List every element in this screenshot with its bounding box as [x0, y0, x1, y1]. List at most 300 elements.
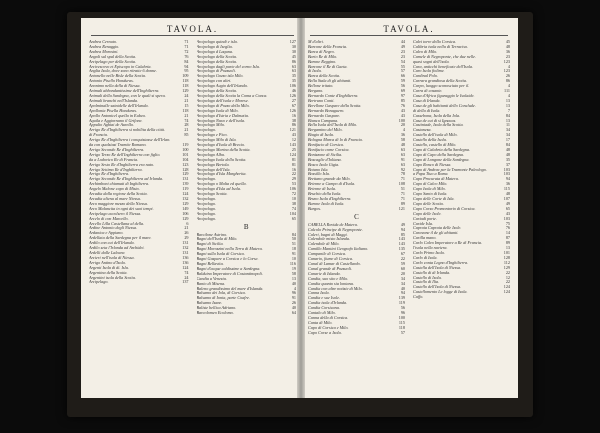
index-entry-page: 139	[398, 296, 405, 301]
index-entry-title: Arcipelago Naxo e dell'isola.	[196, 118, 246, 123]
index-entry-title: Castello dell'isola di Milo.	[413, 133, 458, 138]
index-entry-page: 71	[400, 197, 405, 201]
index-entry-title: Carlo Calvo Imperatore a Re di Francia.	[413, 241, 483, 246]
index-entry-page: 59	[400, 261, 405, 266]
index-entry-title: Capo delle Corte di Isla.	[413, 197, 455, 201]
index-entry-title: Appulio Aghiai de Aurella.	[89, 123, 134, 128]
index-entry-page: 143	[398, 242, 405, 247]
index-entry-page: 119	[398, 301, 405, 306]
index-entry-title: Bagni di Sicilia.	[196, 242, 224, 247]
index-entry-page: 22	[505, 280, 510, 285]
index-entry-page: 26	[184, 231, 189, 236]
index-entry-page: 103	[503, 172, 510, 177]
index-entry-page: 126	[289, 93, 296, 98]
index-entry-page: 84	[291, 232, 296, 237]
index-entry-page: 71	[400, 177, 405, 182]
index-entry-title: Arcadia aliena al mare Niessa.	[89, 197, 141, 201]
index-entry-title: Arcipelago di Pozzuoli.	[196, 69, 236, 74]
index-entry-title: Berellone Gaspare della Scotia.	[308, 103, 362, 108]
index-entry-page: 81	[291, 157, 296, 162]
index-entry-title: Arcelo di con Marcello.	[89, 216, 129, 221]
index-entry-page: 66	[400, 74, 405, 79]
index-entry-page: 72	[184, 49, 189, 54]
index-entry-title: Ardellata della Sardegna per il mare.	[89, 236, 152, 241]
index-entry-title: Arcipelago.	[196, 197, 216, 201]
left-page-header: TAVOLA.	[166, 24, 219, 34]
index-entry-title: Bagni Bellavita.	[196, 261, 224, 266]
index-entry-title: Arrigo Settimo Re d'Inghilterra.	[89, 167, 143, 172]
index-entry-page: 56	[400, 84, 405, 89]
index-entry-title: di Francia.	[89, 133, 108, 138]
index-entry-title: Cariadi porte.	[413, 216, 437, 221]
index-entry-page: 95	[184, 69, 189, 74]
index-entry-title: Capo delle Isole.	[413, 211, 442, 216]
index-entry-title: Barca della Scotia.	[308, 74, 341, 79]
index-entry-title: Arcipelago della Scotia la Coma a Conca.	[196, 93, 268, 98]
index-entry-page: 60	[400, 266, 405, 271]
index-entry-title: Capo di Longone della Sardegna.	[413, 157, 470, 162]
index-entry-page: 43	[400, 113, 405, 118]
index-entry-title: Baliste bellica Adriano.	[196, 306, 237, 311]
index-entry-page: 35	[291, 79, 296, 84]
index-entry-title: Bergamino del Milo.	[308, 128, 343, 133]
index-entry-page: 72	[291, 192, 296, 197]
index-entry-title: Balsamo dei Iola, di Corsica.	[196, 291, 246, 296]
index-entry-page: 54	[400, 59, 405, 64]
index-entry-page: 108	[398, 182, 405, 187]
index-entry-title: Capo Santo di Isola.	[413, 192, 448, 197]
index-entry-title: Arcipelago Isola della Scotia.	[196, 157, 247, 162]
left-column-1	[89, 40, 189, 392]
index-entry-page: 51	[291, 242, 296, 247]
index-entry-title: Casa de cui di si Ignacas.	[413, 118, 457, 123]
index-entry-title: Arcipelago.	[196, 211, 216, 216]
index-entry-title: Animali abbondantissime dell'Inghilterra.	[89, 89, 160, 94]
index-entry-page: 149	[182, 206, 189, 211]
index-entry-page: 106	[182, 211, 189, 216]
index-entry	[308, 331, 405, 336]
index-entry-page: 35	[505, 157, 510, 162]
index-entry-title: Brettano grande da Milo.	[308, 177, 351, 182]
index-entry-title: Campanile di Corsica.	[308, 252, 347, 257]
index-entry-title: Arcipelago dell'Isla.	[196, 167, 231, 172]
index-entry-title: Arco Malancita in ogni dei suoi tempi.	[89, 206, 154, 211]
index-entry-page: 43	[400, 108, 405, 113]
index-entry-page: 12	[505, 275, 510, 280]
index-entry-page: 75	[505, 221, 510, 226]
index-entry-page: 26	[505, 74, 510, 79]
index-entry-title: Castella dell'Isola di Niessa.	[413, 265, 462, 270]
index-entry-title: Bagni Morozzini nella Terra di Matera.	[196, 247, 263, 252]
index-entry-page: 128	[503, 255, 510, 260]
index-entry-page: 101	[503, 250, 510, 255]
index-entry-title: Arcipelago dell'isola e Morese.	[196, 98, 249, 103]
index-entry-page: 85	[400, 98, 405, 103]
index-entry-title: Bergano.	[308, 89, 324, 94]
index-entry-title: Argenti Isola di di. Isla.	[89, 265, 129, 270]
index-entry-title: Boscaglie d'Ioliana.	[308, 157, 342, 162]
index-entry-page: 74	[184, 270, 189, 275]
index-entry-title: Bertruno Conti.	[308, 98, 335, 103]
index-entry-page: 121	[289, 128, 296, 133]
index-entry-page: 18	[291, 247, 296, 252]
index-entry-page: 48	[505, 147, 510, 152]
index-entry-page: 48	[505, 192, 510, 197]
index-entry-page: 65	[505, 206, 510, 211]
index-entry	[413, 295, 510, 300]
index-entry-title: Bonifacio come Corsica.	[308, 147, 350, 152]
index-entry-page: 123	[182, 162, 189, 167]
index-entry-page: 129	[182, 201, 189, 206]
index-entry-page: 16	[291, 167, 296, 172]
index-entry-title: Castello di Isola.	[413, 275, 442, 280]
index-entry-title: Capo Ronco di Niessa.	[413, 162, 452, 167]
index-entry-title: Candia Corsicana.	[308, 306, 340, 311]
index-entry-title: Bagni Gaspare a Corsica e lo Corse.	[196, 257, 259, 262]
index-entry-title: Casa di Irlanda.	[413, 98, 441, 103]
index-entry-page: 12	[291, 138, 296, 143]
index-entry-title: Calvi torre della Corsica.	[413, 40, 457, 44]
index-entry-title: Arcipelago d'Isla ad Isola.	[196, 187, 241, 192]
index-entry-title: Bella Isola dell'Isola di Milo.	[308, 123, 358, 128]
index-entry-title: Carlo conta Legno d'Inghilterra.	[413, 260, 469, 265]
index-entry-title: Candia con altre notizie di Milo.	[308, 286, 363, 291]
index-entry-page: 103	[503, 167, 510, 172]
index-entry	[89, 280, 189, 285]
index-entry-page: 22	[505, 270, 510, 275]
index-entry-page: 115	[503, 187, 510, 192]
index-entry-title: Animali della Sardegna, con le quali si spera.	[89, 93, 166, 98]
index-entry-title: Arcipelago della Scotia.	[196, 59, 237, 64]
index-entry-title: Banio di Misena.	[196, 281, 226, 286]
index-entry-page: 43	[291, 133, 296, 138]
index-entry-page: 129	[182, 216, 189, 221]
index-entry-title: Capo Corso Promontorio di Corsica.	[413, 206, 476, 211]
index-entry-page: 11	[505, 123, 510, 128]
index-entry-page: 27	[291, 98, 296, 103]
index-entry-title: da con qualsiasi Tramite Romano.	[89, 143, 147, 148]
index-entry-page: 29	[291, 177, 296, 182]
index-entry-page: 36	[505, 49, 510, 54]
index-entry-page: 40	[291, 281, 296, 286]
index-entry-page: 28	[184, 123, 189, 128]
index-entry-page: 100	[398, 315, 405, 320]
index-entry-title: Calcolo Principe di Negroponte.	[308, 227, 363, 232]
index-entry-title: Argentina della Scotia.	[89, 270, 128, 275]
index-entry-title: Arcipelago Alba.	[196, 152, 225, 157]
index-entry-title: Arcipelago.	[196, 206, 216, 211]
index-entry-page: 4	[507, 64, 510, 69]
index-entry-title: Bossillo Isla.	[308, 172, 330, 177]
index-entry-title: Andrea Renaggio.	[89, 44, 120, 49]
index-entry-title: Biagio di Isola.	[308, 133, 334, 138]
index-entry-page: 107	[503, 197, 510, 201]
index-entry-page: 100	[182, 147, 189, 152]
index-entry-title: Capo Procurata di Matera.	[413, 177, 459, 182]
section-letter-b: B	[243, 222, 249, 231]
index-entry-title: Carpo, luoggo sconosciuto per il.	[413, 84, 470, 89]
index-entry-title: Burgos.	[308, 206, 321, 211]
index-entry-page: 10	[291, 197, 296, 201]
index-entry-page: 45	[505, 40, 510, 44]
index-entry-title: CABELLA Rovida de Matera.	[308, 222, 358, 227]
index-entry-page: 104	[289, 211, 296, 216]
index-entry-title: Ardilo seta l'Irlanda ad Archidei.	[89, 246, 145, 251]
index-entry-page: 21	[184, 98, 189, 103]
index-entry-page: 34	[505, 128, 510, 133]
index-entry-title: Arcipelago d'Isola di Brecia.	[196, 143, 245, 148]
index-entry-title: da a Lodovico Re di Francia.	[89, 157, 139, 162]
index-entry-page: 84	[184, 59, 189, 64]
index-entry-title: M d'altri.	[308, 40, 324, 44]
index-entry-page: 13	[291, 276, 296, 281]
index-entry-page: 58	[400, 138, 405, 143]
index-entry-page: 126	[289, 108, 296, 113]
index-entry-title: Capo di Corsica e Milo.	[308, 325, 349, 330]
index-entry-page: 94	[400, 227, 405, 232]
index-entry-title: Arcadia dalla regione della Scotia.	[89, 192, 148, 197]
index-entry-title: Ardilo con cui dell'Irlanda.	[89, 241, 135, 246]
index-entry-title: Baleno grandissimo del mare d'Islanda.	[196, 286, 264, 291]
index-entry-title: Arco maggiore mezzo della Niessa.	[89, 201, 148, 206]
index-entry-page: 91	[400, 157, 405, 162]
index-entry-title: Arcipelago.	[196, 216, 216, 221]
index-entry-page: 57	[400, 330, 405, 335]
index-entry-page: 13	[505, 118, 510, 123]
index-entry-page: 96	[291, 291, 296, 296]
index-entry-page: 20	[400, 123, 405, 128]
index-entry-page: 34	[400, 281, 405, 286]
index-entry-page: 118	[182, 79, 189, 84]
index-entry-title: Bella Stala di gli abitanti.	[308, 79, 352, 84]
index-entry-page: 21	[184, 113, 189, 118]
index-entry-page: 76	[184, 54, 189, 59]
index-entry-title: Candia, suo sito e Milo.	[308, 276, 349, 281]
index-entry-title: Cantalo di Milo.	[308, 311, 336, 316]
index-entry-page: 48	[505, 44, 510, 49]
index-entry-page: 7	[507, 108, 510, 113]
index-entry-title: Aquila e Aggiornano il Grifone.	[89, 118, 143, 123]
index-entry-title: Angelo Malone capo di Misto.	[89, 187, 140, 192]
index-entry-title: Barcone della Francia.	[308, 44, 348, 49]
index-entry-page: 16	[291, 113, 296, 118]
index-entry-page: 100	[398, 118, 405, 123]
index-entry-page: 129	[182, 89, 189, 94]
index-entry-page: 118	[398, 325, 405, 330]
index-entry-title: Cardinal Polo.	[413, 74, 438, 79]
index-entry-title: Capo delle Scotia.	[413, 201, 444, 206]
index-entry-page: 46	[291, 89, 296, 94]
index-entry-page: 13	[505, 246, 510, 251]
index-entry-title: Bianca Campana.	[308, 118, 339, 123]
index-entry-title: Arcipelago d'Isla Margherita.	[196, 172, 247, 177]
index-entry-page: 40	[400, 286, 405, 291]
index-entry-page: 48	[505, 152, 510, 157]
index-entry-page: 49	[400, 44, 405, 49]
index-entry-page: 49	[505, 201, 510, 206]
index-entry-page: 136	[182, 260, 189, 265]
index-entry-page: 58	[291, 271, 296, 276]
index-entry-title: Barcone il Re di Gaeta.	[308, 64, 348, 69]
index-entry-title: di della di Isola.	[413, 108, 441, 113]
index-entry-title: Calendole misto Islanda.	[308, 237, 350, 242]
index-entry-title: Arcieri nell'isola di Niessa.	[89, 255, 135, 260]
index-entry-page: 21	[184, 226, 189, 231]
index-entry-title: Castello della Isola.	[413, 138, 447, 143]
right-page-header: TAVOLA.	[383, 24, 435, 34]
index-entry-page: 89	[400, 201, 405, 206]
index-entry-title: Bagni d'acque caldissime a Sardegna.	[196, 266, 261, 271]
index-entry-title: Candia a Venezia.	[196, 276, 227, 281]
index-entry-page: 53	[291, 182, 296, 187]
index-entry-title: Castello di di Irlanda.	[413, 270, 451, 275]
index-entry-page: 50	[291, 237, 296, 242]
index-entry-page: 24	[184, 275, 189, 280]
index-entry-title: Castellomento Le logge di Isola.	[413, 290, 468, 295]
index-entry-title: Carlo Primo Isola.	[413, 250, 445, 255]
index-entry-page: 118	[182, 108, 189, 113]
index-entry-title: Calibria isola nella di Terraciso.	[413, 44, 469, 49]
index-entry-page: 55	[400, 64, 405, 69]
index-entry-title: Andrea Cernuto.	[89, 40, 117, 44]
index-entry-page: 123	[503, 59, 510, 64]
index-entry-page: 26	[291, 301, 296, 306]
index-entry-page: 71	[184, 44, 189, 49]
index-entry-title: Arcipelago.	[196, 177, 216, 182]
index-entry-page: 121	[398, 206, 405, 211]
index-entry-page: 65	[291, 216, 296, 221]
index-entry-title: Arcipelago della Scotia.	[196, 54, 237, 59]
index-entry-page: 14	[505, 231, 510, 236]
index-entry-page: 15	[184, 103, 189, 108]
index-entry-page: 92	[400, 167, 405, 172]
index-entry-page: 29	[184, 236, 189, 241]
index-entry-page: 131	[182, 250, 189, 255]
index-entry-title: Canna della di Corsica.	[308, 315, 349, 320]
index-entry-page: 124	[182, 265, 189, 270]
index-entry-title: Ardelli dalle Laleane.	[89, 250, 126, 255]
index-entry-title: a Papa Tiuo a Roma.	[413, 172, 449, 177]
index-entry-page: 111	[504, 89, 510, 94]
index-entry-page: 63	[400, 162, 405, 167]
index-entry-page: 38	[291, 201, 296, 206]
index-entry-page: 84	[505, 143, 510, 148]
index-entry-page: 106	[289, 187, 296, 192]
index-entry-title: Archimboni chiamati di Inghilterra.	[89, 182, 150, 187]
index-entry-page: 36	[400, 133, 405, 138]
index-entry-page: 34	[400, 276, 405, 281]
index-entry-title: Castiniade, Isola della Scotia.	[413, 123, 464, 128]
index-entry-page: 40	[291, 306, 296, 311]
index-entry-title: Arrigo Sesto Re d'Inghilterra era nato.	[89, 162, 155, 167]
index-entry	[197, 311, 297, 316]
right-column-2	[413, 40, 510, 392]
index-entry-title: Arcipelago Milo.	[196, 123, 225, 128]
index-entry-title: Capo di Andrea per la Tramonte Paleologo.	[413, 167, 487, 172]
index-entry-page: 57	[400, 69, 405, 74]
index-entry-title: Andrea Morosini.	[89, 49, 119, 54]
index-entry-page: 34	[505, 133, 510, 138]
index-entry-page: 71	[400, 192, 405, 197]
index-entry-title: Capo di Calabria della Sardegna.	[413, 147, 470, 152]
index-entry-title: Argentini isola della Scotia.	[89, 275, 136, 280]
section-letter-c: C	[354, 212, 359, 221]
index-entry-page: 101	[182, 152, 189, 157]
index-entry-page: 128	[182, 167, 189, 172]
index-entry-page: 76	[400, 103, 405, 108]
index-entry-page: 22	[291, 172, 296, 177]
index-entry-title: Botano Isla.	[308, 167, 329, 172]
index-entry-page: 25	[291, 147, 296, 152]
index-entry-title: Caffo.	[413, 295, 424, 300]
index-entry-title: Ardine Antonio degli Niessa.	[89, 226, 138, 231]
index-entry-title: Arcivescovo et Episcopo in Calabria.	[89, 64, 152, 69]
index-entry-page: 127	[289, 40, 296, 44]
index-entry-page: 22	[400, 257, 405, 262]
index-entry-title: Bernardo Gaspare.	[308, 113, 341, 118]
index-entry-title: Canal grande di Pozzuoli.	[308, 266, 352, 271]
index-entry-page: 124	[503, 290, 510, 295]
index-entry-title: Bernardo Conte d'Inghilterra.	[308, 93, 359, 98]
index-entry-title: Bruchio della Isola.	[308, 192, 342, 197]
index-entry-page: 119	[182, 187, 189, 192]
index-entry-title: Cassebona, Isola della Iola.	[413, 113, 461, 118]
index-entry-title: Animali branchi nell'Islanda.	[89, 98, 139, 103]
index-entry-title: Arrigo Secondo Re d'Inghilterra.	[89, 147, 145, 152]
index-entry-title: Barcilone Astrino.	[196, 232, 228, 237]
index-entry-page: 23	[505, 54, 510, 59]
index-entry-page: 20	[400, 271, 405, 276]
index-entry-page: 78	[400, 172, 405, 177]
index-entry-page: 94	[184, 64, 189, 69]
index-entry-page: 85	[400, 232, 405, 237]
index-entry	[197, 217, 297, 222]
index-entry-title: Arcipelago d Laquna.	[196, 49, 233, 54]
index-entry-page: 91	[291, 252, 296, 257]
index-entry-page: 4	[507, 84, 510, 89]
index-entry-title: Bernardo Bonaguero.	[308, 108, 345, 113]
index-entry-title: Bonifacio di Corsica.	[308, 143, 344, 148]
index-entry-title: Caravane il de gli abitanti.	[413, 231, 459, 236]
index-entry-page: 6	[186, 221, 189, 226]
index-entry-title: Balduino Imperatore di Costantinopoli.	[196, 271, 263, 276]
index-entry-title: Arrigo Re d'Inghilterra.	[89, 172, 130, 177]
index-entry-title: Arrigo Antino d'Isola.	[89, 260, 126, 265]
index-entry-page: 143	[398, 237, 405, 242]
index-entry-title: Arcello Lilla Castellana al della.	[89, 221, 145, 226]
index-entry-page: 69	[400, 89, 405, 94]
index-entry-page: 86	[505, 79, 510, 84]
index-entry-title: Capraia Capraia delle Isole.	[413, 226, 462, 231]
index-entry-title: Casa d'Africa figuraggio le Isolaide.	[413, 93, 475, 98]
index-entry-title: Arcipelago Gozzo isla Milo.	[196, 74, 244, 79]
index-entry-page: 123	[503, 69, 510, 74]
index-entry-page: 119	[182, 143, 189, 148]
index-entry-page: 10	[291, 257, 296, 262]
index-entry-title: Canal di Lamar di Castellardo.	[308, 261, 361, 266]
left-column-2	[197, 40, 297, 392]
index-entry-page: 115	[398, 320, 405, 325]
index-entry-page: 106	[289, 84, 296, 89]
index-entry-title: Carrara grandiosa della Scotia.	[413, 79, 467, 84]
index-entry-page: 96	[400, 311, 405, 316]
index-entry-title: l'isola nella naviera.	[413, 246, 448, 251]
index-entry-title: Arcipelago Milo di Isla.	[196, 138, 237, 143]
index-entry-title: Bagni sulla Isola di Corsica.	[196, 252, 245, 257]
index-entry-page: 135	[398, 247, 405, 252]
index-entry-title: Apollo Antonicel quella in Eubea.	[89, 113, 146, 118]
index-entry-page: 89	[505, 241, 510, 246]
